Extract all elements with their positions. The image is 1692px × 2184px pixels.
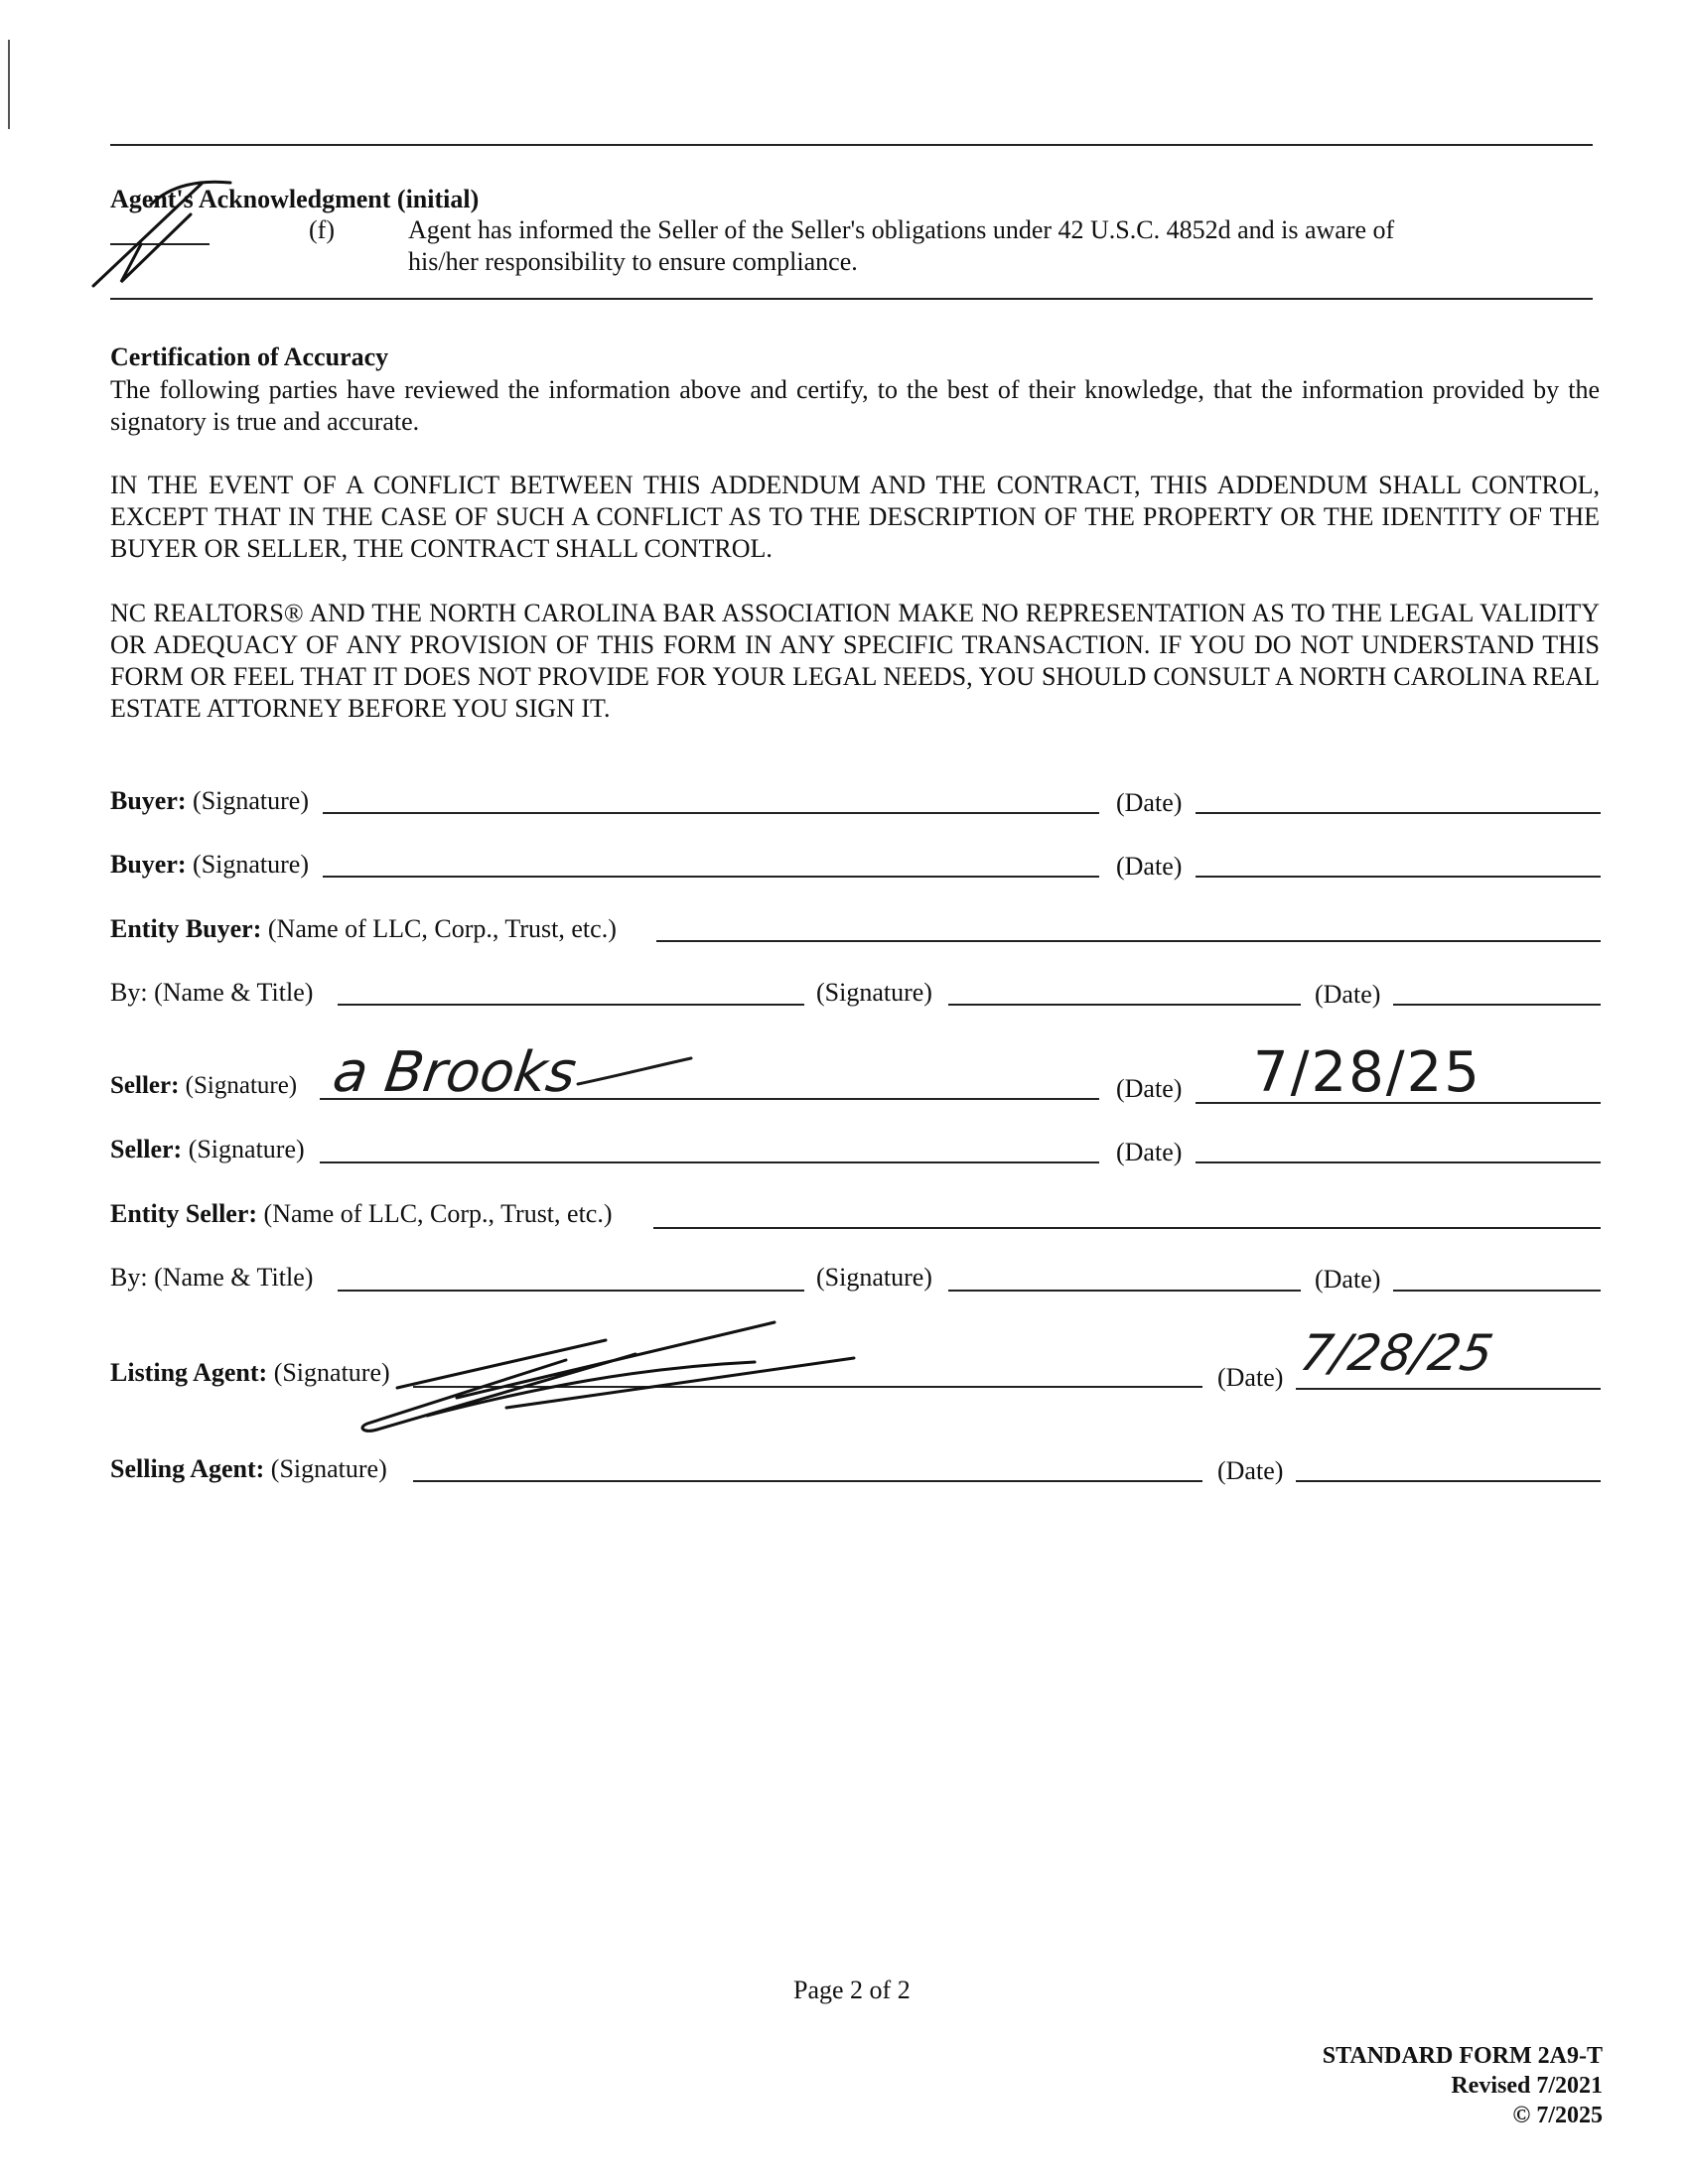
seller1-date-label: (Date) <box>1116 1074 1183 1103</box>
seller-by-signature-line[interactable] <box>948 1290 1301 1292</box>
buyer1-signature-line[interactable] <box>323 812 1099 814</box>
form-copyright: © 7/2025 <box>1512 2103 1603 2128</box>
agent-ack-line2: his/her responsibility to ensure compliance. <box>408 247 858 276</box>
buyer1-label <box>110 786 309 816</box>
seller-by-label: By: (Name & Title) <box>110 1263 314 1292</box>
listing-agent-date-line[interactable] <box>1296 1388 1601 1390</box>
buyer2-date-line[interactable] <box>1196 876 1601 878</box>
seller-by-signature-label: (Signature) <box>816 1263 932 1292</box>
seller1-label-text: Seller: <box>110 1072 180 1099</box>
seller2-signature-line[interactable] <box>320 1161 1099 1163</box>
entity-seller-line[interactable] <box>653 1227 1601 1229</box>
buyer-by-label: By: (Name & Title) <box>110 978 314 1007</box>
entity-buyer-line[interactable] <box>656 940 1601 942</box>
seller1-label <box>110 1071 297 1101</box>
buyer2-date-label: (Date) <box>1116 852 1183 881</box>
form-revised: Revised 7/2021 <box>1451 2073 1603 2099</box>
entity-seller-label <box>110 1199 613 1229</box>
agent-ack-letter: (f) <box>309 215 335 244</box>
agent-ack-heading-initial: (initial) <box>396 185 480 213</box>
seller2-label <box>110 1135 305 1164</box>
agent-initial-scribble <box>81 175 250 294</box>
conflict-text: IN THE EVENT OF A CONFLICT BETWEEN THIS ADDENDUM AND THE CONTRACT, THIS ADDENDUM SHALL CONTROL, EXCEPT THAT IN THE CASE OF SUCH A CONFLICT AS TO THE DESCRIPTION OF THE PROPERTY OR THE IDENTITY OF THE BUYER OR SELLER, THE CONTRACT SHALL CONTROL. <box>110 471 1600 563</box>
entity-buyer-label <box>110 914 617 944</box>
seller2-signature-paren: (Signature) <box>188 1135 305 1163</box>
scan-edge-mark <box>8 40 10 129</box>
selling-agent-signature-paren: (Signature) <box>270 1454 387 1483</box>
entity-buyer-paren: (Name of LLC, Corp., Trust, etc.) <box>267 914 617 943</box>
buyer1-label-text: Buyer: <box>110 786 187 815</box>
buyer2-label-text: Buyer: <box>110 850 187 879</box>
form-name: STANDARD FORM 2A9-T <box>1322 2043 1603 2069</box>
seller1-signature-tail <box>576 1050 695 1090</box>
listing-agent-signature <box>338 1318 894 1437</box>
page-number: Page 2 of 2 <box>793 1976 911 2004</box>
certification-text: The following parties have reviewed the information above and certify, to the best of their knowledge, that the information provided by the signatory is true and accurate. <box>110 375 1600 436</box>
selling-agent-signature-line[interactable] <box>413 1480 1202 1482</box>
disclaimer-text: NC REALTORS® AND THE NORTH CAROLINA BAR ASSOCIATION MAKE NO REPRESENTATION AS TO THE LEGAL VALIDITY OR ADEQUACY OF ANY PROVISION OF THIS FORM IN ANY SPECIFIC TRANSACTION. IF YOU DO NOT UNDERSTAND THIS FORM OR FEEL THAT IT DOES NOT PROVIDE FOR YOUR LEGAL NEEDS, YOU SHOULD CONSULT A NORTH CAROLINA REAL ESTATE ATTORNEY BEFORE YOU SIGN IT. <box>110 599 1600 723</box>
entity-buyer-label-text: Entity Buyer: <box>110 914 262 943</box>
buyer-by-date-label: (Date) <box>1315 980 1381 1009</box>
buyer2-label <box>110 850 309 880</box>
seller1-signature-paren: (Signature) <box>185 1072 298 1099</box>
seller-by-name-line[interactable] <box>338 1290 804 1292</box>
listing-agent-date-label: (Date) <box>1217 1363 1284 1392</box>
buyer-by-signature-line[interactable] <box>948 1004 1301 1006</box>
listing-agent-date-value: 7/28/25 <box>1295 1324 1497 1382</box>
selling-agent-label <box>110 1454 387 1484</box>
seller2-date-line[interactable] <box>1196 1161 1601 1163</box>
agent-ack-heading-text: Agent's Acknowledgment <box>110 185 391 213</box>
seller2-date-label: (Date) <box>1116 1138 1183 1166</box>
agent-ack-line1: Agent has informed the Seller of the Seller's obligations under 42 U.S.C. 4852d and is aware of <box>408 215 1395 244</box>
buyer2-signature-line[interactable] <box>323 876 1099 878</box>
seller-by-date-label: (Date) <box>1315 1265 1381 1294</box>
buyer1-date-line[interactable] <box>1196 812 1601 814</box>
listing-agent-label-text: Listing Agent: <box>110 1358 268 1387</box>
buyer-by-signature-label: (Signature) <box>816 978 932 1007</box>
buyer2-signature-paren: (Signature) <box>193 850 310 879</box>
entity-seller-label-text: Entity Seller: <box>110 1199 258 1228</box>
selling-agent-date-label: (Date) <box>1217 1456 1284 1485</box>
seller1-signature: a Brooks <box>329 1040 581 1105</box>
seller2-label-text: Seller: <box>110 1135 183 1163</box>
buyer1-date-label: (Date) <box>1116 788 1183 817</box>
selling-agent-label-text: Selling Agent: <box>110 1454 265 1483</box>
seller-by-date-line[interactable] <box>1393 1290 1601 1292</box>
listing-agent-signature-paren: (Signature) <box>273 1358 390 1387</box>
buyer1-signature-paren: (Signature) <box>193 786 310 815</box>
buyer-by-date-line[interactable] <box>1393 1004 1601 1006</box>
seller1-date-value: 7/28/25 <box>1253 1040 1481 1105</box>
buyer-by-name-line[interactable] <box>338 1004 804 1006</box>
ack-bottom-rule <box>110 298 1593 300</box>
top-rule <box>110 144 1593 146</box>
certification-heading: Certification of Accuracy <box>110 342 389 371</box>
selling-agent-date-line[interactable] <box>1296 1480 1601 1482</box>
entity-seller-paren: (Name of LLC, Corp., Trust, etc.) <box>263 1199 613 1228</box>
